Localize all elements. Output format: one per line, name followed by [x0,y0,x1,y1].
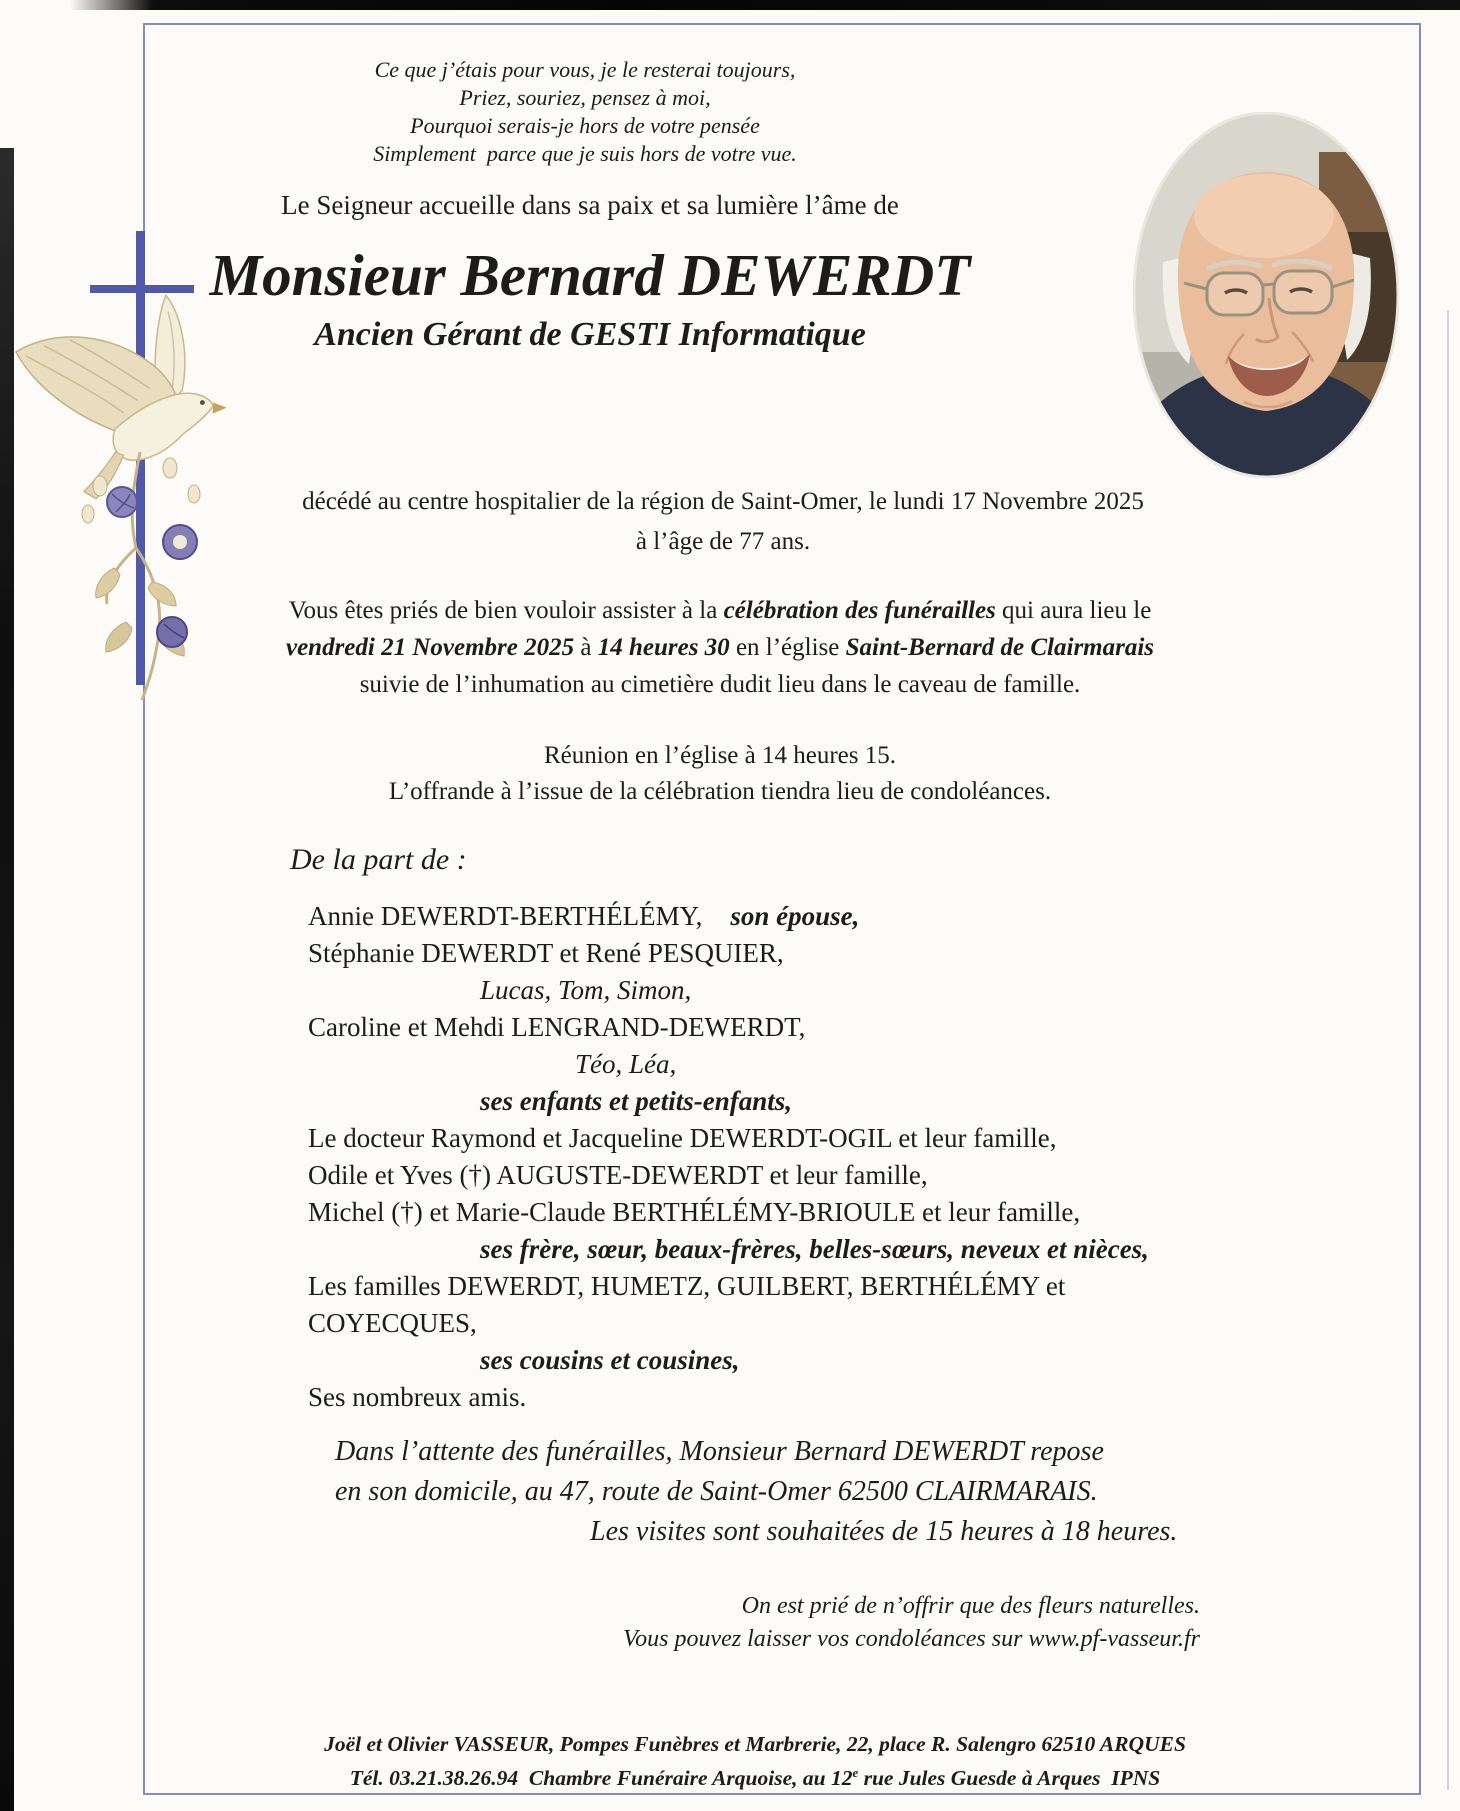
quote-line: Priez, souriez, pensez à moi, [459,85,711,110]
family-line: Téo, Léa, [575,1049,677,1079]
footer-line: Tél. 03.21.38.26.94 Chambre Funéraire Arquoise, au 12e rue Jules Guesde à Arques IPNS [349,1766,1161,1791]
quote-line: Simplement parce que je suis hors de votre vue. [373,141,797,166]
family-line: Les familles DEWERDT, HUMETZ, GUILBERT, BERTHÉLÉMY et [308,1271,1066,1301]
death-notice [240,482,1206,562]
family-line: ses frère, sœur, beaux-frères, belles-sœurs, neveux et nièces, [480,1234,1149,1264]
family-line: ses enfants et petits-enfants, [480,1086,793,1116]
condolence-note [380,1590,1200,1656]
church-meeting-line: L’offrande à l’issue de la célébration tiendra lieu de condoléances. [388,778,1052,805]
family-line: Annie DEWERDT-BERTHÉLÉMY, son épouse, [308,901,860,931]
funeral-details-line: suivie de l’inhumation au cimetière dudit lieu dans le caveau de famille. [359,671,1081,698]
scan-edge-left [0,148,14,1811]
family-line: Le docteur Raymond et Jacqueline DEWERDT-OGIL et leur famille, [308,1123,1057,1153]
funeral-details [230,592,1210,703]
family-line: Caroline et Mehdi LENGRAND-DEWERDT, [308,1012,806,1042]
memorial-quote [168,56,1002,168]
intro-line: Le Seigneur accueille dans sa paix et sa lumière l’âme de [281,190,899,220]
quote-line: Pourquoi serais-je hors de votre pensée [410,113,760,138]
funeral-details-line: Vous êtes priés de bien vouloir assister à la célébration des funérailles qui aura lieu le [288,597,1152,624]
quote-line: Ce que j’étais pour vous, je le resterai toujours, [374,57,796,82]
family-list [308,898,1218,1416]
death-notice-line: décédé au centre hospitalier de la région de Saint-Omer, le lundi 17 Novembre 2025 [302,488,1144,515]
footer-line: Joël et Olivier VASSEUR, Pompes Funèbres et Marbrerie, 22, place R. Salengro 62510 ARQUES [324,1732,1186,1756]
page-edge-shadow [1447,310,1449,1790]
repose-line: Les visites sont souhaitées de 15 heures à 18 heures. [590,1516,1178,1547]
deceased-role: Ancien Gérant de GESTI Informatique [314,316,866,353]
funeral-details-line: vendredi 21 Novembre 2025 à 14 heures 30 en l’église Saint-Bernard de Clairmarais [285,634,1155,661]
portrait-photo [1133,112,1399,478]
family-heading: De la part de : [290,843,467,876]
funeral-home-footer [250,1730,1260,1793]
flower-illustration [76,452,226,702]
family-line: Lucas, Tom, Simon, [480,975,692,1005]
church-meeting-line: Réunion en l’église à 14 heures 15. [544,742,896,769]
family-line: Ses nombreux amis. [308,1382,527,1412]
condolence-line: Vous pouvez laisser vos condoléances sur www.pf-vasseur.fr [623,1626,1200,1652]
family-line: Stéphanie DEWERDT et René PESQUIER, [308,938,784,968]
family-line: Michel (†) et Marie-Claude BERTHÉLÉMY-BRIOULE et leur famille, [308,1197,1081,1227]
family-line: Odile et Yves (†) AUGUSTE-DEWERDT et leur famille, [308,1160,928,1190]
condolence-line: On est prié de n’offrir que des fleurs naturelles. [741,1593,1200,1619]
repose-line: Dans l’attente des funérailles, Monsieur Bernard DEWERDT repose [335,1436,1104,1467]
death-notice-line: à l’âge de 77 ans. [635,528,811,555]
church-meeting [240,738,1200,810]
family-line: COYECQUES, [308,1308,477,1338]
repose-line: en son domicile, au 47, route de Saint-Omer 62500 CLAIRMARAIS. [335,1476,1098,1507]
deceased-name: Monsieur Bernard DEWERDT [209,242,971,308]
scan-edge-top [70,0,1460,10]
family-line: ses cousins et cousines, [480,1345,740,1375]
repose-notice [335,1432,1235,1552]
